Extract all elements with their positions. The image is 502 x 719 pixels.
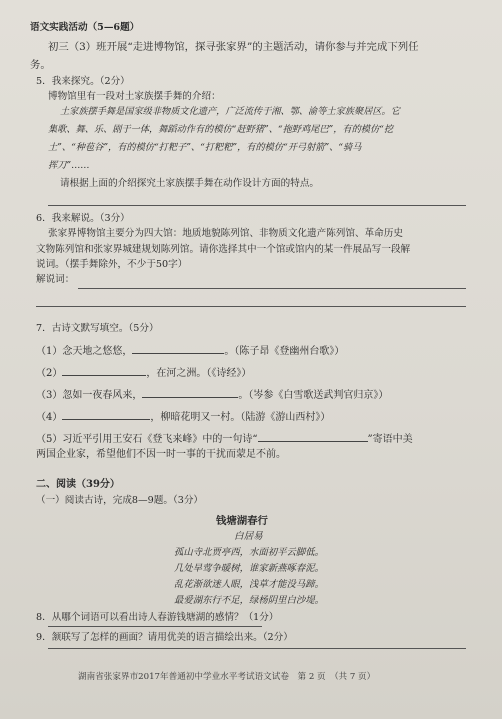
q7-item-5 xyxy=(36,431,413,447)
q7-item-5-num: （5） xyxy=(36,434,63,445)
q7-title: 7．古诗文默写填空。（5分） xyxy=(36,323,159,334)
poem-line-2: 几处早莺争暖树，谁家新燕啄春泥。 xyxy=(174,563,325,574)
q6-line-2: 文物陈列馆和张家界城建规划陈列馆。请你选择其中一个馆或馆内的某一件展品写一段解 xyxy=(36,244,411,255)
q5-quote-2: 集歌、舞、乐、剧于一体，舞蹈动作有的模仿“赶野猪”、“拖野鸡尾巴”，有的模仿“挖 xyxy=(48,124,394,135)
q7-item-2-blank[interactable] xyxy=(62,365,146,376)
q7-item-5-continued: 两国企业家，希望他们不因一时一事的干扰而蒙足不前。 xyxy=(36,449,286,460)
q7-item-4 xyxy=(36,409,330,425)
q5-quote-4: 挥刀”…… xyxy=(48,160,90,171)
q7-item-4-blank[interactable] xyxy=(62,409,150,420)
q6-answer-line-1[interactable] xyxy=(78,288,466,289)
q9-text: 9．颔联写了怎样的画面？请用优美的语言描绘出来。（2分） xyxy=(36,632,293,643)
q7-item-2-num: （2） xyxy=(36,368,63,379)
q7-item-5-text-a: 习近平引用王安石《登飞来峰》中的一句诗“ xyxy=(62,434,258,445)
poem-author: 白居易 xyxy=(234,531,263,542)
q5-intro: 博物馆里有一段对土家族摆手舞的介绍： xyxy=(48,91,221,102)
intro-line-1: 初三（3）班开展“走进博物馆，探寻张家界”的主题活动，请你参与并完成下列任 xyxy=(48,41,419,53)
q9-answer-line[interactable] xyxy=(48,648,466,649)
q7-item-3-blank[interactable] xyxy=(142,387,238,398)
q7-item-3-num: （3） xyxy=(36,390,63,401)
q7-item-1-text-b: 。（陈子昂《登幽州台歌》） xyxy=(224,346,345,357)
reading-title: 二、阅读（39分） xyxy=(36,479,120,490)
q7-item-4-text-b: ，柳暗花明又一村。（陆游《游山西村》） xyxy=(150,412,331,423)
q6-answer-line-2[interactable] xyxy=(36,306,466,307)
q5-title: 5．我来探究。（2分） xyxy=(36,76,130,87)
q7-item-5-text-b: ”寄语中美 xyxy=(367,434,413,445)
q8-text: 8．从哪个词语可以看出诗人春游钱塘湖的感情？（1分） xyxy=(36,612,279,623)
q7-item-5-blank[interactable] xyxy=(258,431,368,442)
poem-line-3: 乱花渐欲迷人眼，浅草才能没马蹄。 xyxy=(174,579,325,590)
q6-line-1: 张家界博物馆主要分为四大馆：地质地貌陈列馆、非物质文化遗产陈列馆、革命历史 xyxy=(48,228,403,239)
q8-answer-line[interactable] xyxy=(48,626,262,627)
poem-line-4: 最爱湖东行不足，绿杨阴里白沙堤。 xyxy=(174,595,325,606)
q7-item-1 xyxy=(36,343,344,359)
q5-task: 请根据上面的介绍探究土家族摆手舞在动作设计方面的特点。 xyxy=(60,178,320,189)
section-heading: 语文实践活动（5—6题） xyxy=(30,22,140,33)
poem-title: 钱塘湖春行 xyxy=(216,515,268,527)
q6-label: 解说词： xyxy=(36,274,75,285)
poem-line-1: 孤山寺北贾亭西，水面初平云脚低。 xyxy=(174,547,325,558)
q7-item-2-text-b: ，在河之洲。（《诗经》） xyxy=(146,368,252,379)
q7-item-2 xyxy=(36,365,251,381)
q7-item-1-blank[interactable] xyxy=(132,343,224,354)
intro-line-2: 务。 xyxy=(30,59,51,71)
q7-item-3-text-a: 忽如一夜春风来， xyxy=(62,390,143,401)
reading-sub: （一）阅读古诗，完成8—9题。（3分） xyxy=(36,495,204,506)
q7-item-4-num: （4） xyxy=(36,412,63,423)
q6-title: 6．我来解说。（3分） xyxy=(36,213,130,224)
q5-answer-line[interactable] xyxy=(48,205,466,206)
page-footer: 湖南省张家界市2017年普通初中学业水平考试语文试卷 第 2 页 （共 7 页） xyxy=(78,672,376,682)
q5-quote-1: 土家族摆手舞是国家级非物质文化遗产，广泛流传于湘、鄂、渝等土家族聚居区。它 xyxy=(60,106,400,117)
q6-line-3: 说词。（摆手舞除外，不少于50字） xyxy=(36,259,188,270)
q7-item-3-text-b: 。（岑参《白雪歌送武判官归京》） xyxy=(238,390,389,401)
q7-item-1-num: （1） xyxy=(36,346,63,357)
q5-quote-3: 土”、“种苞谷”，有的模仿“打粑子”、“打粑粑”，有的模仿“开弓射箭”、“骑马 xyxy=(48,142,362,153)
q7-item-3 xyxy=(36,387,388,403)
q7-item-1-text-a: 念天地之悠悠， xyxy=(62,346,133,357)
